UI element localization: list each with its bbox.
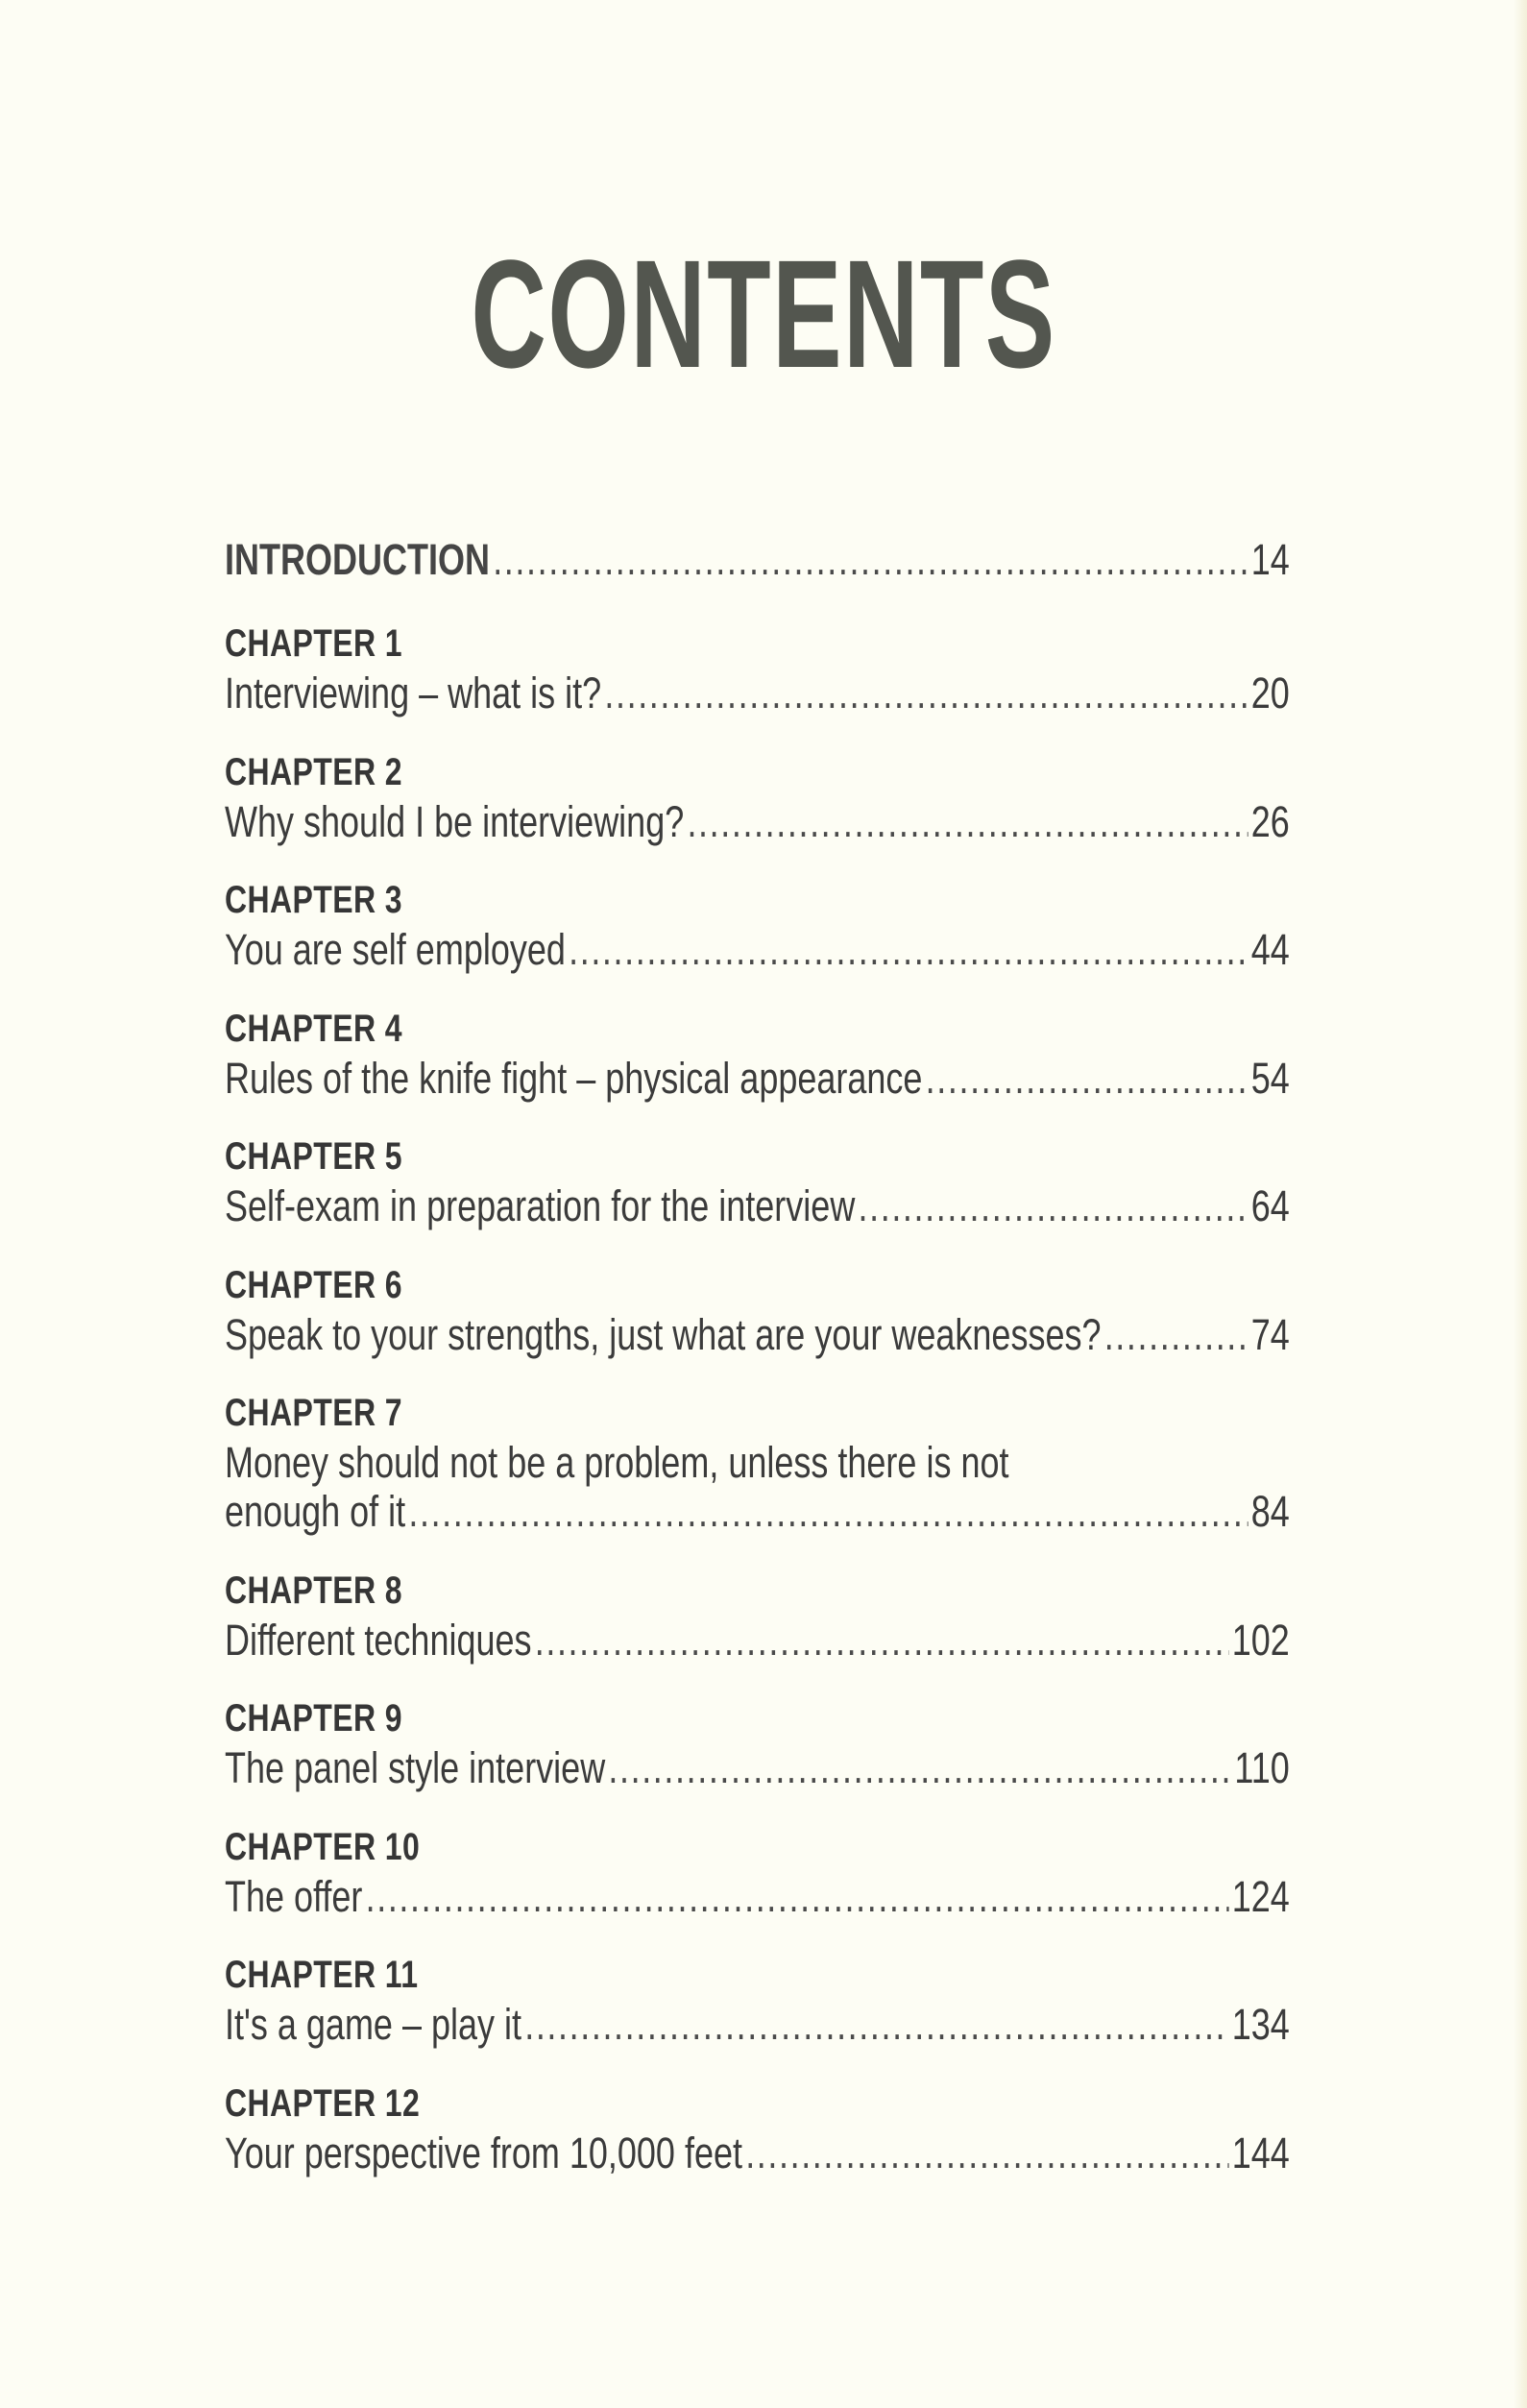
chapter-heading: CHAPTER 11 [225, 1954, 419, 1996]
dot-leader [608, 1743, 1231, 1792]
chapter-title: Interviewing – what is it? [225, 669, 602, 718]
toc-entry-chapter-9[interactable] [225, 1694, 1290, 1792]
dot-leader [535, 1616, 1229, 1665]
toc-entry-chapter-12[interactable] [225, 2080, 1290, 2177]
chapter-title: Why should I be interviewing? [225, 796, 685, 846]
toc-entry-introduction[interactable] [225, 535, 1290, 584]
dot-leader [366, 1872, 1229, 1921]
toc-entry-chapter-3[interactable] [225, 876, 1290, 974]
page-number: 102 [1231, 1615, 1290, 1665]
dot-leader [524, 2000, 1228, 2049]
chapter-title: Rules of the knife fight – physical appearance [225, 1053, 923, 1103]
chapter-title: The panel style interview [225, 1743, 606, 1792]
chapter-heading: CHAPTER 3 [225, 879, 402, 921]
chapter-title: Self-exam in preparation for the interview [225, 1181, 856, 1230]
page-number: 14 [1250, 535, 1290, 584]
toc-entry-chapter-7[interactable] [225, 1389, 1290, 1536]
page-number: 44 [1250, 925, 1290, 974]
chapter-title: The offer [225, 1871, 363, 1921]
toc-entry-chapter-5[interactable] [225, 1132, 1290, 1230]
entry-title: INTRODUCTION [225, 535, 490, 584]
chapter-heading: CHAPTER 10 [225, 1825, 421, 1868]
dot-leader [569, 925, 1248, 974]
chapter-title: It's a game – play it [225, 2000, 522, 2049]
toc-entry-chapter-11[interactable] [225, 1951, 1290, 2049]
title-container [0, 228, 1527, 403]
page-number: 84 [1250, 1487, 1290, 1536]
chapter-title: You are self employed [225, 925, 566, 974]
page-number: 124 [1231, 1871, 1290, 1921]
table-of-contents [225, 535, 1290, 2207]
chapter-title: Speak to your strengths, just what are your weaknesses? [225, 1309, 1102, 1359]
page-number: 134 [1231, 2000, 1290, 2049]
dot-leader [859, 1181, 1248, 1230]
chapter-heading: CHAPTER 9 [225, 1697, 402, 1739]
chapter-heading: CHAPTER 2 [225, 750, 402, 793]
page-title: CONTENTS [471, 228, 1056, 400]
dot-leader [687, 797, 1248, 846]
page-number: 110 [1234, 1743, 1290, 1792]
page-number: 26 [1250, 796, 1290, 846]
toc-entry-chapter-1[interactable] [225, 620, 1290, 718]
chapter-heading: CHAPTER 1 [225, 622, 402, 665]
toc-entry-chapter-10[interactable] [225, 1823, 1290, 1921]
chapter-heading: CHAPTER 8 [225, 1569, 402, 1612]
chapter-title: Your perspective from 10,000 feet [225, 2128, 742, 2177]
page-number: 144 [1231, 2128, 1290, 2177]
chapter-heading: CHAPTER 6 [225, 1263, 402, 1306]
toc-entry-chapter-6[interactable] [225, 1261, 1290, 1359]
dot-leader [745, 2128, 1228, 2177]
chapter-title: Different techniques [225, 1615, 532, 1665]
dot-leader [493, 535, 1248, 584]
dot-leader [1104, 1310, 1248, 1359]
dot-leader [926, 1054, 1248, 1103]
dot-leader [408, 1487, 1248, 1536]
dot-leader [604, 669, 1248, 718]
chapter-heading: CHAPTER 5 [225, 1135, 402, 1178]
page-number: 64 [1250, 1181, 1290, 1230]
page-number: 74 [1250, 1309, 1290, 1359]
page-number: 20 [1250, 669, 1290, 718]
chapter-heading: CHAPTER 12 [225, 2081, 421, 2125]
page-number: 54 [1250, 1053, 1290, 1103]
chapter-heading: CHAPTER 4 [225, 1007, 402, 1050]
toc-entry-chapter-8[interactable] [225, 1567, 1290, 1665]
chapter-title-line-1: Money should not be a problem, unless there is not [225, 1438, 1009, 1487]
toc-entry-chapter-2[interactable] [225, 748, 1290, 846]
chapter-heading: CHAPTER 7 [225, 1392, 402, 1434]
toc-entry-chapter-4[interactable] [225, 1005, 1290, 1103]
chapter-title-line-2: enough of it [225, 1487, 406, 1536]
